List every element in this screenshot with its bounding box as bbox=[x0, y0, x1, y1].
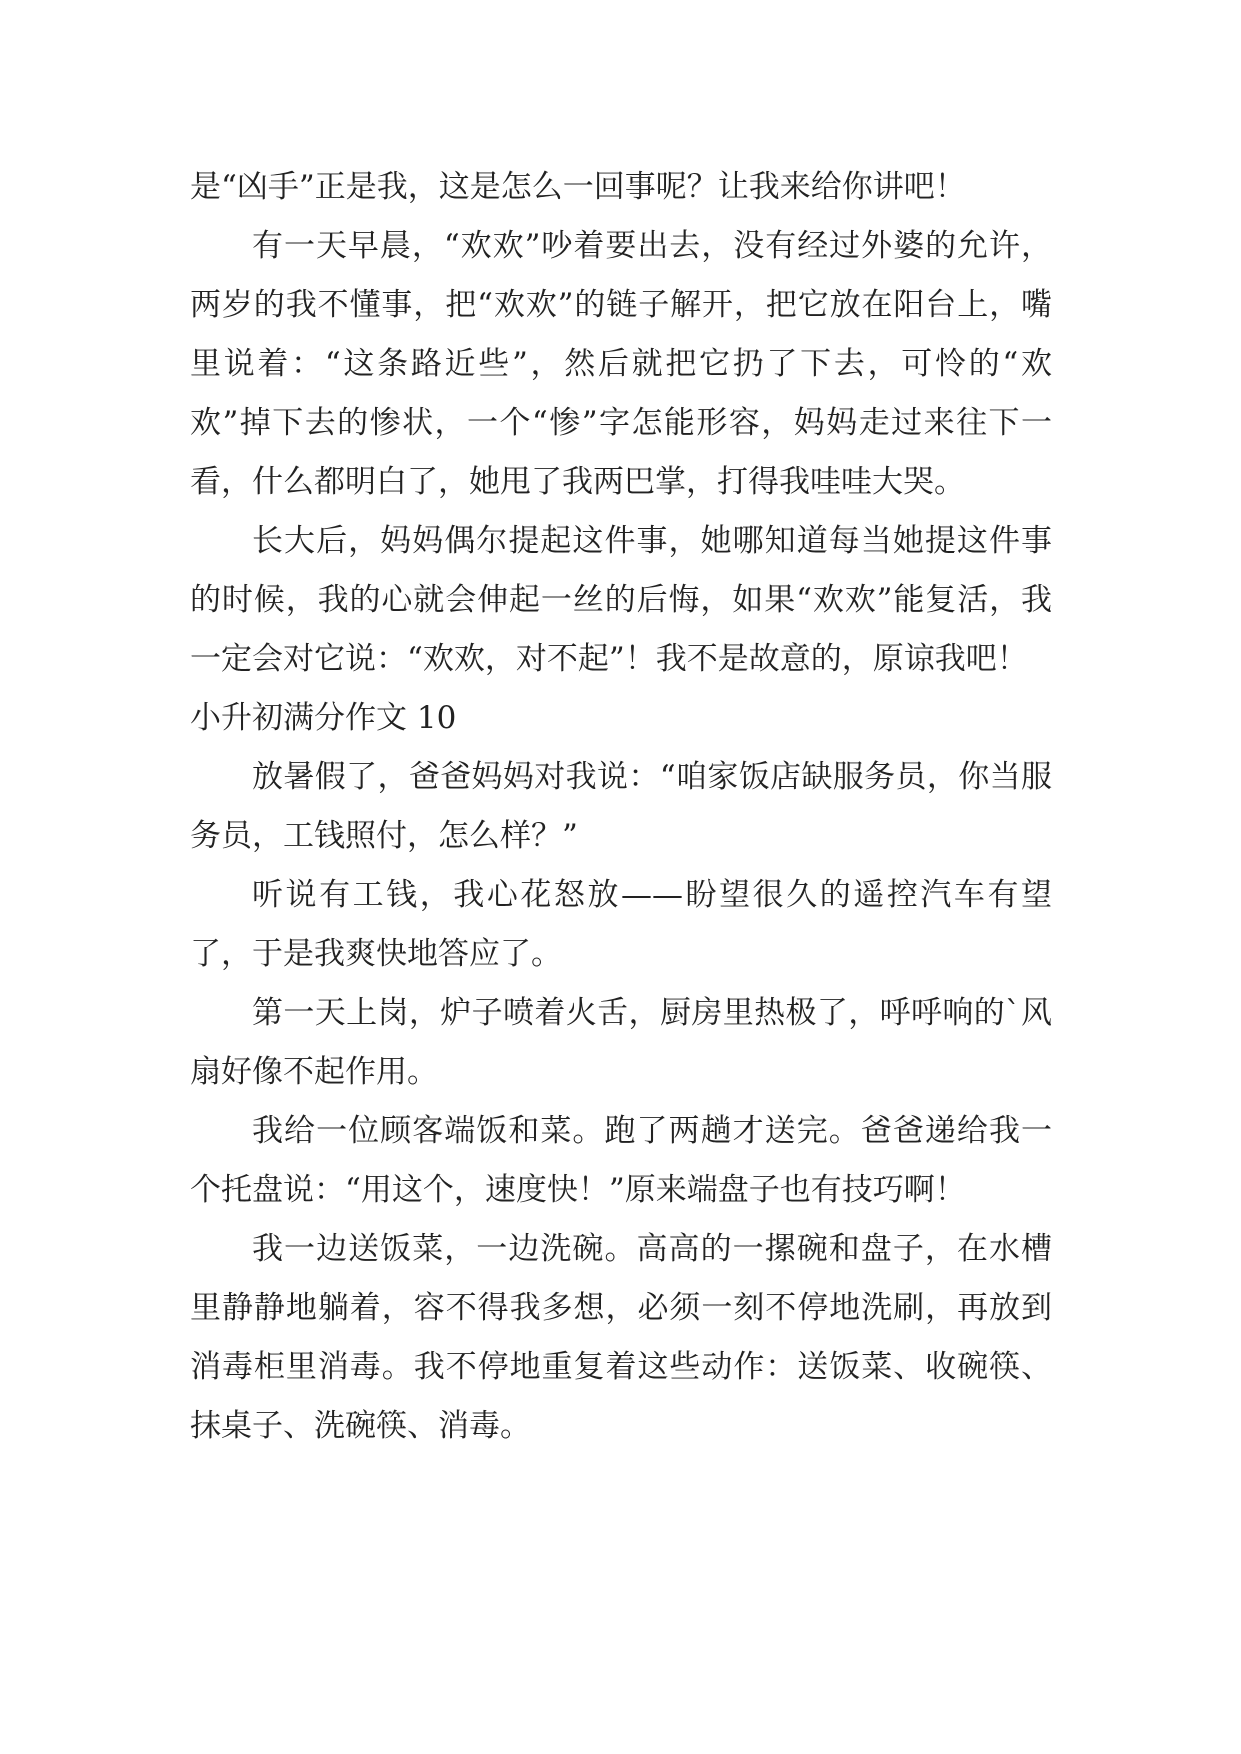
paragraph: 放暑假了，爸爸妈妈对我说：“咱家饭店缺服务员，你当服务员，工钱照付，怎么样？” bbox=[190, 759, 1052, 854]
section-title: 小升初满分作文 10 bbox=[190, 700, 457, 736]
paragraph: 长大后，妈妈偶尔提起这件事，她哪知道每当她提这件事的时候，我的心就会伸起一丝的后悔，如果“欢欢”能复活，我一定会对它说：“欢欢，对不起”！我不是故意的，原谅我吧！ bbox=[190, 523, 1052, 677]
paragraph-continued: 是“凶手”正是我，这是怎么一回事呢？让我来给你讲吧！ bbox=[190, 169, 966, 205]
paragraph: 我给一位顾客端饭和菜。跑了两趟才送完。爸爸递给我一个托盘说：“用这个，速度快！”原来端盘子也有技巧啊！ bbox=[190, 1113, 1052, 1208]
document-page bbox=[190, 158, 1052, 1456]
paragraph: 听说有工钱，我心花怒放——盼望很久的遥控汽车有望了，于是我爽快地答应了。 bbox=[190, 877, 1052, 972]
paragraph: 有一天早晨，“欢欢”吵着要出去，没有经过外婆的允许，两岁的我不懂事，把“欢欢”的链子解开，把它放在阳台上，嘴里说着：“这条路近些”，然后就把它扔了下去，可怜的“欢欢”掉下去的惨状，一个“惨”字怎能形容，妈妈走过来往下一看，什么都明白了，她甩了我两巴掌，打得我哇哇大哭。 bbox=[190, 228, 1052, 500]
paragraph: 我一边送饭菜，一边洗碗。高高的一摞碗和盘子，在水槽里静静地躺着，容不得我多想，必须一刻不停地洗刷，再放到消毒柜里消毒。我不停地重复着这些动作：送饭菜、收碗筷、抹桌子、洗碗筷、消毒。 bbox=[190, 1231, 1052, 1444]
paragraph: 第一天上岗，炉子喷着火舌，厨房里热极了，呼呼响的`风扇好像不起作用。 bbox=[190, 995, 1052, 1090]
